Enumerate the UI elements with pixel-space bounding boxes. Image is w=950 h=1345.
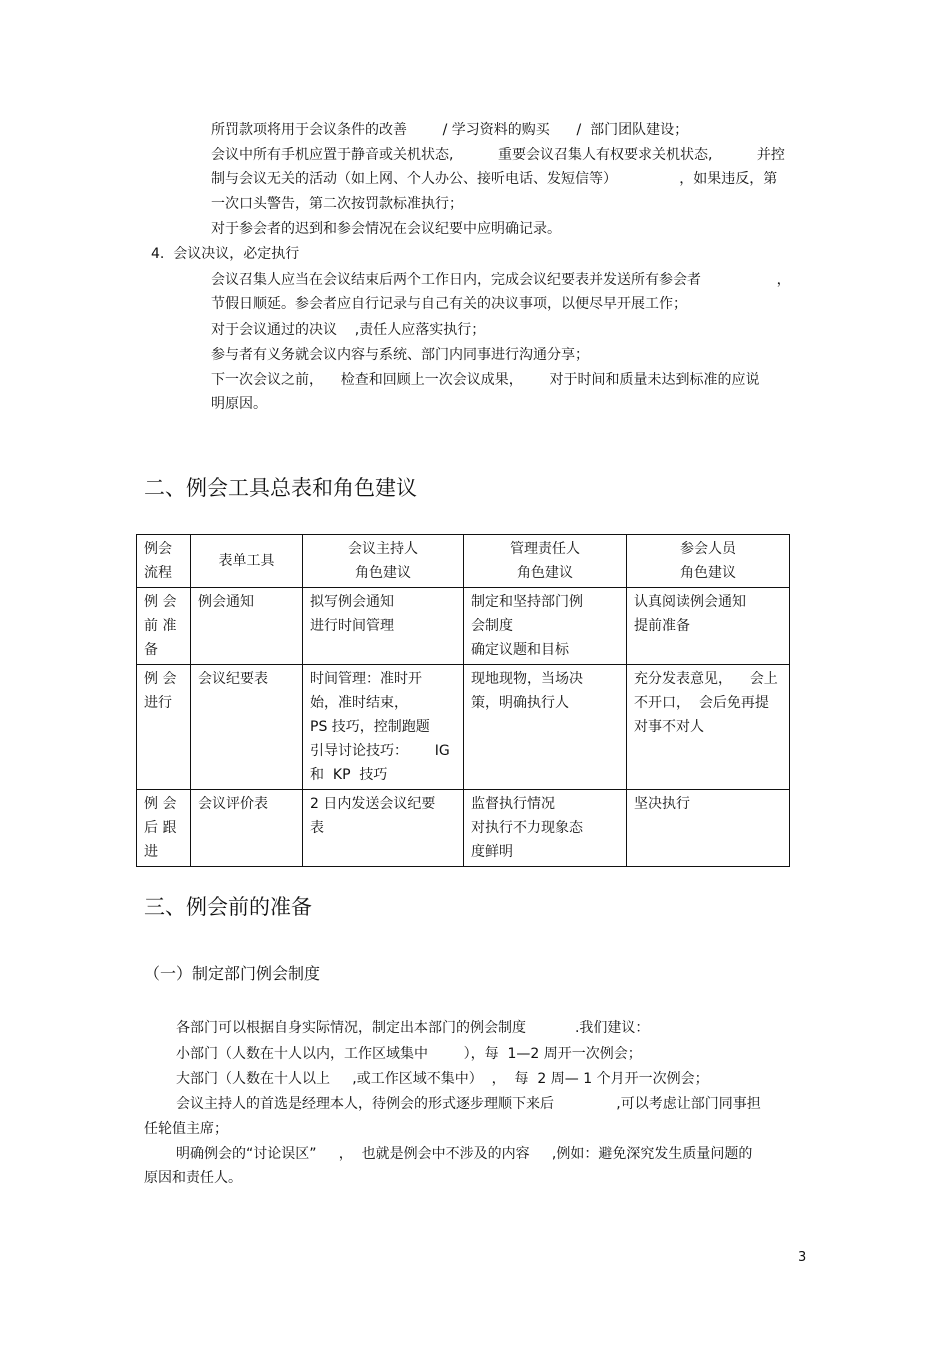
paragraph-large-dept: 大部门（人数在十人以上 ,或工作区域不集中） ， 每 2 周— 1 个月开一次例会； xyxy=(176,1071,709,1087)
cell-line: 例 会 xyxy=(144,671,177,687)
cell-line: 坚决执行 xyxy=(634,796,690,812)
header-process-line: 例会 xyxy=(144,541,172,557)
cell-process xyxy=(137,665,191,790)
cell-attendees xyxy=(627,790,790,867)
paragraph-intro: 各部门可以根据自身实际情况，制定出本部门的例会制度 .我们建议： xyxy=(176,1020,650,1036)
cell-line: 时间管理：准时开 xyxy=(310,671,422,687)
header-manager-line: 角色建议 xyxy=(517,565,573,581)
cell-line: 监督执行情况 xyxy=(471,796,555,812)
cell-line: 会议评价表 xyxy=(198,796,268,812)
section3-subtitle: （一）制定部门例会制度 xyxy=(144,964,321,983)
cell-manager xyxy=(464,790,627,867)
header-attendees-line: 参会人员 xyxy=(680,541,736,557)
cell-line: 和 KP 技巧 xyxy=(310,767,388,783)
table-header-row xyxy=(137,535,790,588)
cell-host xyxy=(303,665,464,790)
cell-line: 引导讨论技巧： IG xyxy=(310,743,450,759)
cell-line: 策，明确执行人 xyxy=(471,695,569,711)
header-process-line: 流程 xyxy=(144,565,172,581)
item4-heading: 4. 会议决议，必定执行 xyxy=(151,246,300,262)
cell-attendees xyxy=(627,665,790,790)
item4-line5: 下一次会议之前， 检查和回顾上一次会议成果， 对于时间和质量未达到标准的应说 xyxy=(211,372,760,388)
cell-host xyxy=(303,588,464,665)
header-form-tool xyxy=(191,535,303,588)
cell-line: 制定和坚持部门例 xyxy=(471,594,583,610)
cell-form-tool xyxy=(191,588,303,665)
item4-line6: 明原因。 xyxy=(211,396,267,412)
cell-line: 度鲜明 xyxy=(471,844,513,860)
rule-phones-line1: 会议中所有手机应置于静音或关机状态, 重要会议召集人有权要求关机状态, 并控 xyxy=(211,147,785,163)
cell-line: 提前准备 xyxy=(634,618,690,634)
cell-form-tool xyxy=(191,665,303,790)
cell-line: 后 跟 xyxy=(144,820,177,836)
header-host-line: 角色建议 xyxy=(355,565,411,581)
cell-manager xyxy=(464,665,627,790)
cell-line: 对执行不力现象态 xyxy=(471,820,583,836)
table-row xyxy=(137,790,790,867)
header-manager xyxy=(464,535,627,588)
paragraph-pitfalls-line2: 原因和责任人。 xyxy=(144,1170,242,1186)
table-row xyxy=(137,665,790,790)
rule-fine-use: 所罚款项将用于会议条件的改善 / 学习资料的购买 / 部门团队建设； xyxy=(211,122,689,138)
rule-phones-line3: 一次口头警告，第二次按罚款标准执行； xyxy=(211,196,463,212)
header-manager-line: 管理责任人 xyxy=(510,541,580,557)
table-row xyxy=(137,588,790,665)
page-number: 3 xyxy=(798,1250,807,1265)
rule-attendance: 对于参会者的迟到和参会情况在会议纪要中应明确记录。 xyxy=(211,221,561,237)
cell-line: 进行 xyxy=(144,695,172,711)
item4-line4: 参与者有义务就会议内容与系统、部门内同事进行沟通分享； xyxy=(211,347,589,363)
header-form-tool-text: 表单工具 xyxy=(218,553,275,569)
header-host-line: 会议主持人 xyxy=(348,541,418,557)
paragraph-host-line2: 任轮值主席； xyxy=(144,1121,228,1137)
cell-line: 2 日内发送会议纪要 xyxy=(310,796,436,812)
cell-line: 对事不对人 xyxy=(634,719,704,735)
cell-line: 例会通知 xyxy=(198,594,254,610)
cell-line: 前 准 xyxy=(144,618,177,634)
header-process xyxy=(137,535,191,588)
item4-line3: 对于会议通过的决议 ,责任人应落实执行； xyxy=(211,322,486,338)
cell-line: 不开口， 会后免再提 xyxy=(634,695,769,711)
cell-attendees xyxy=(627,588,790,665)
cell-form-tool xyxy=(191,790,303,867)
cell-line: 会制度 xyxy=(471,618,513,634)
section3-title: 三、例会前的准备 xyxy=(144,895,312,919)
cell-line: 充分发表意见， 会上 xyxy=(634,671,778,687)
section2-title: 二、例会工具总表和角色建议 xyxy=(144,476,417,500)
paragraph-pitfalls-line1: 明确例会的“讨论误区” ， 也就是例会中不涉及的内容 ,例如：避免深究发生质量问题的 xyxy=(176,1146,753,1162)
cell-line: 进行时间管理 xyxy=(310,618,394,634)
cell-line: 备 xyxy=(144,642,158,658)
paragraph-small-dept: 小部门（人数在十人以内，工作区域集中 ），每 1—2 周开一次例会； xyxy=(176,1046,642,1062)
cell-line: 始，准时结束， xyxy=(310,695,408,711)
cell-line: 现地现物，当场决 xyxy=(471,671,583,687)
cell-line: 例 会 xyxy=(144,594,177,610)
header-host xyxy=(303,535,464,588)
cell-line: 拟写例会通知 xyxy=(310,594,394,610)
meeting-tools-table xyxy=(136,534,790,867)
paragraph-host-line1: 会议主持人的首选是经理本人，待例会的形式逐步理顺下来后 ,可以考虑让部门同事担 xyxy=(176,1096,761,1112)
cell-line: 例 会 xyxy=(144,796,177,812)
cell-line: 进 xyxy=(144,844,158,860)
cell-host xyxy=(303,790,464,867)
cell-line: 认真阅读例会通知 xyxy=(634,594,746,610)
cell-line: 确定议题和目标 xyxy=(471,642,569,658)
item4-line2: 节假日顺延。参会者应自行记录与自己有关的决议事项，以便尽早开展工作； xyxy=(211,296,687,312)
cell-line: 表 xyxy=(310,820,324,836)
cell-line: 会议纪要表 xyxy=(198,671,268,687)
header-attendees-line: 角色建议 xyxy=(680,565,736,581)
cell-line: PS 技巧，控制跑题 xyxy=(310,719,430,735)
cell-manager xyxy=(464,588,627,665)
item4-line1: 会议召集人应当在会议结束后两个工作日内，完成会议纪要表并发送所有参会者 ， xyxy=(211,272,791,288)
rule-phones-line2: 制与会议无关的活动（如上网、个人办公、接听电话、发短信等） ，如果违反，第 xyxy=(211,171,778,187)
cell-process xyxy=(137,790,191,867)
header-attendees xyxy=(627,535,790,588)
cell-process xyxy=(137,588,191,665)
